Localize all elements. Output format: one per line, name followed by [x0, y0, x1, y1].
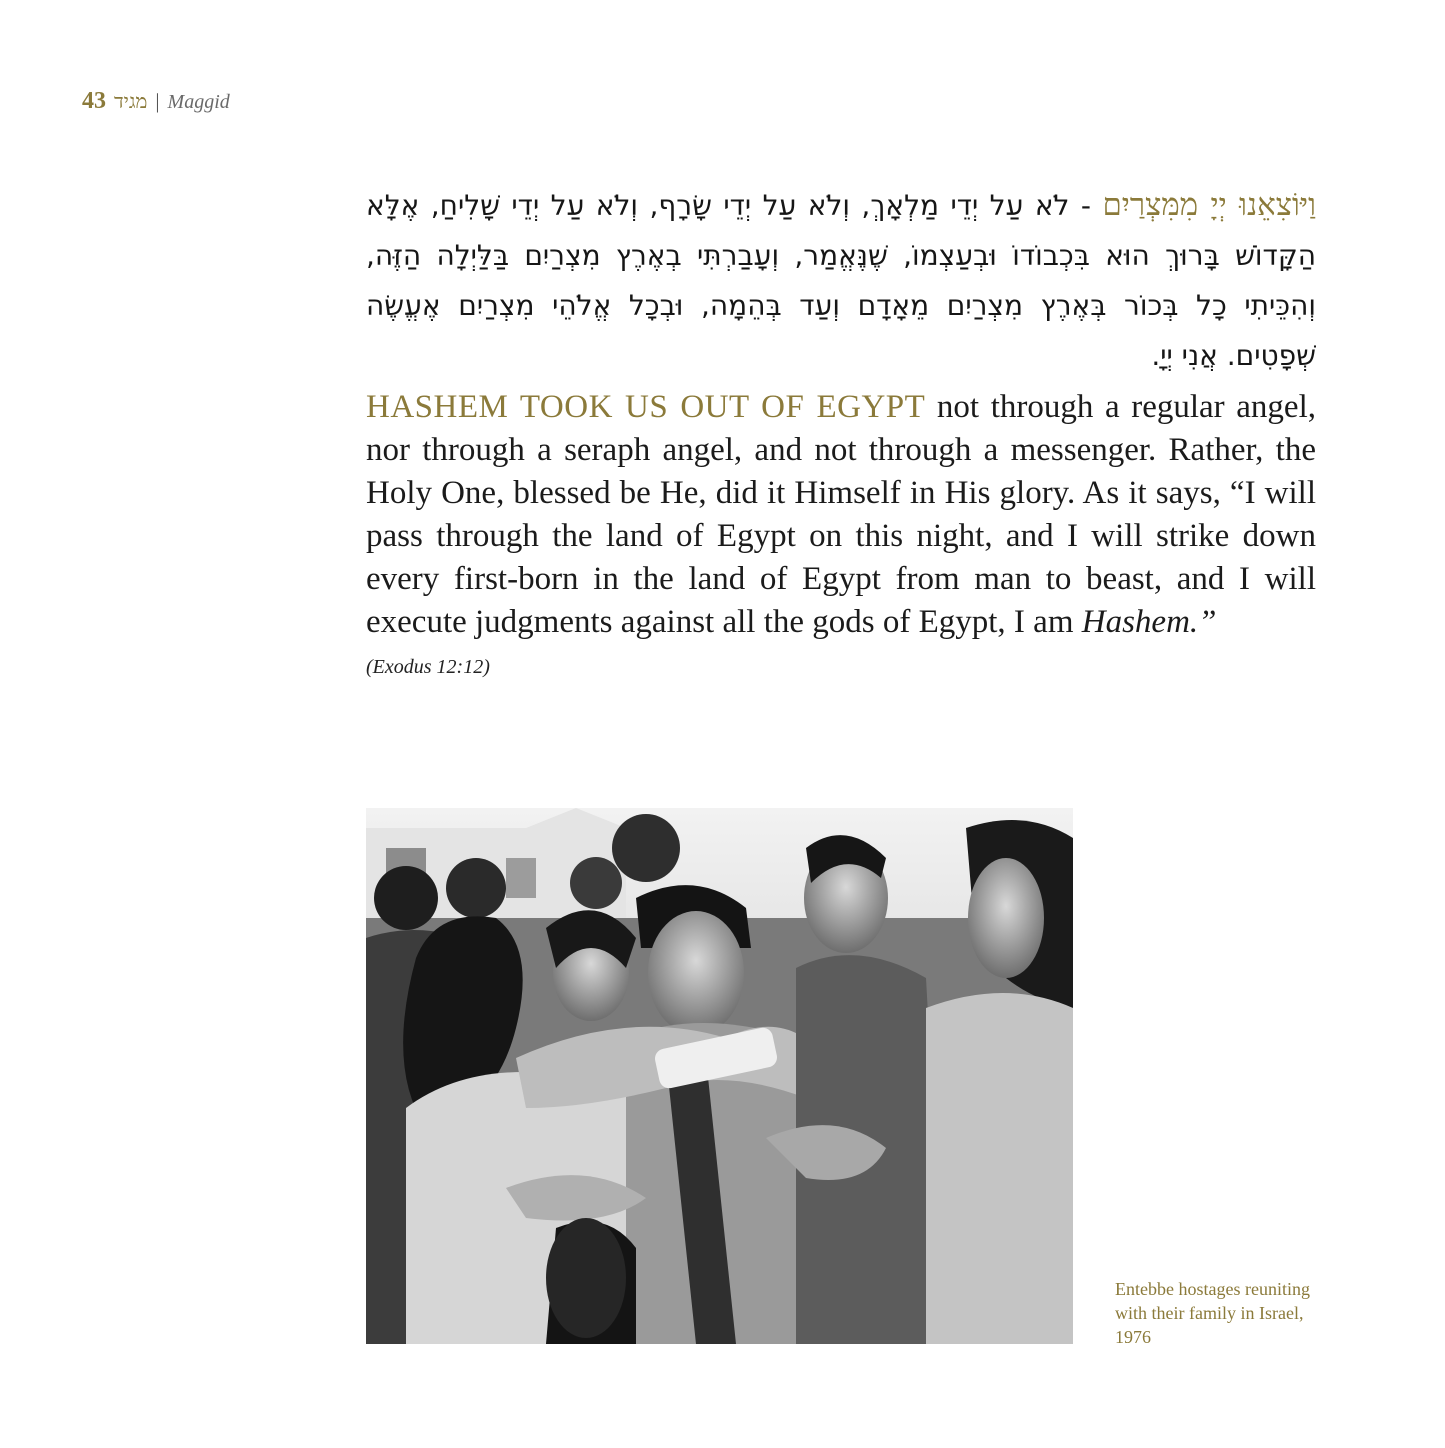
hebrew-passage	[366, 180, 1316, 381]
running-head	[82, 88, 230, 115]
hebrew-section-title: מגיד	[114, 91, 148, 113]
section-title: Maggid	[167, 91, 230, 113]
english-text: not through a regular angel, nor through a seraph angel, and not through a messenger. Rather, the Holy One, blessed be He, did it Himself in His glory. As it says, “I will pass through the land of Egypt on this night, and I will strike down every first-born in the land of Egypt from man to beast, and I will execute judgments against all the gods of Egypt, I am	[366, 389, 1316, 640]
english-lead: HASHEM TOOK US OUT OF EGYPT	[366, 389, 926, 425]
hebrew-text: לֹא עַל יְדֵי מַלְאָךְ, וְלֹא עַל יְדֵי שָׂרָף, וְלֹא עַל יְדֵי שָׁלִיחַ, אֶלָּא הַקָּדוֹשׁ בָּרוּךְ הוּא בִּכְבוֹדוֹ וּבְעַצְמוֹ, שֶׁנֶּאֱמַר, וְעָבַרְתִּי בְאֶרֶץ מִצְרַיִם בַּלַּיְלָה הַזֶּה, וְהִכֵּיתִי כָל בְּכוֹר בְּאֶרֶץ מִצְרַיִם מֵאָדָם וְעַד בְּהֵמָה, וּבְכָל אֱלֹהֵי מִצְרַיִם אֶעֱשֶׂה שְׁפָטִים. אֲנִי יְיָ.	[366, 189, 1316, 372]
english-emphasis: Hashem.”	[1081, 604, 1217, 640]
photo-illustration	[366, 808, 1073, 1344]
hebrew-lead: וַיּוֹצִאֵנוּ יְיָ מִמִּצְרַיִם	[1102, 187, 1317, 223]
photo	[366, 808, 1073, 1344]
hebrew-dash: -	[1069, 189, 1103, 222]
english-passage	[366, 386, 1316, 644]
source-citation: (Exodus 12:12)	[366, 656, 490, 678]
header-separator: |	[155, 89, 160, 113]
photo-caption: Entebbe hostages reuniting with their family in Israel, 1976	[1115, 1279, 1310, 1347]
page-number: 43	[82, 88, 106, 114]
